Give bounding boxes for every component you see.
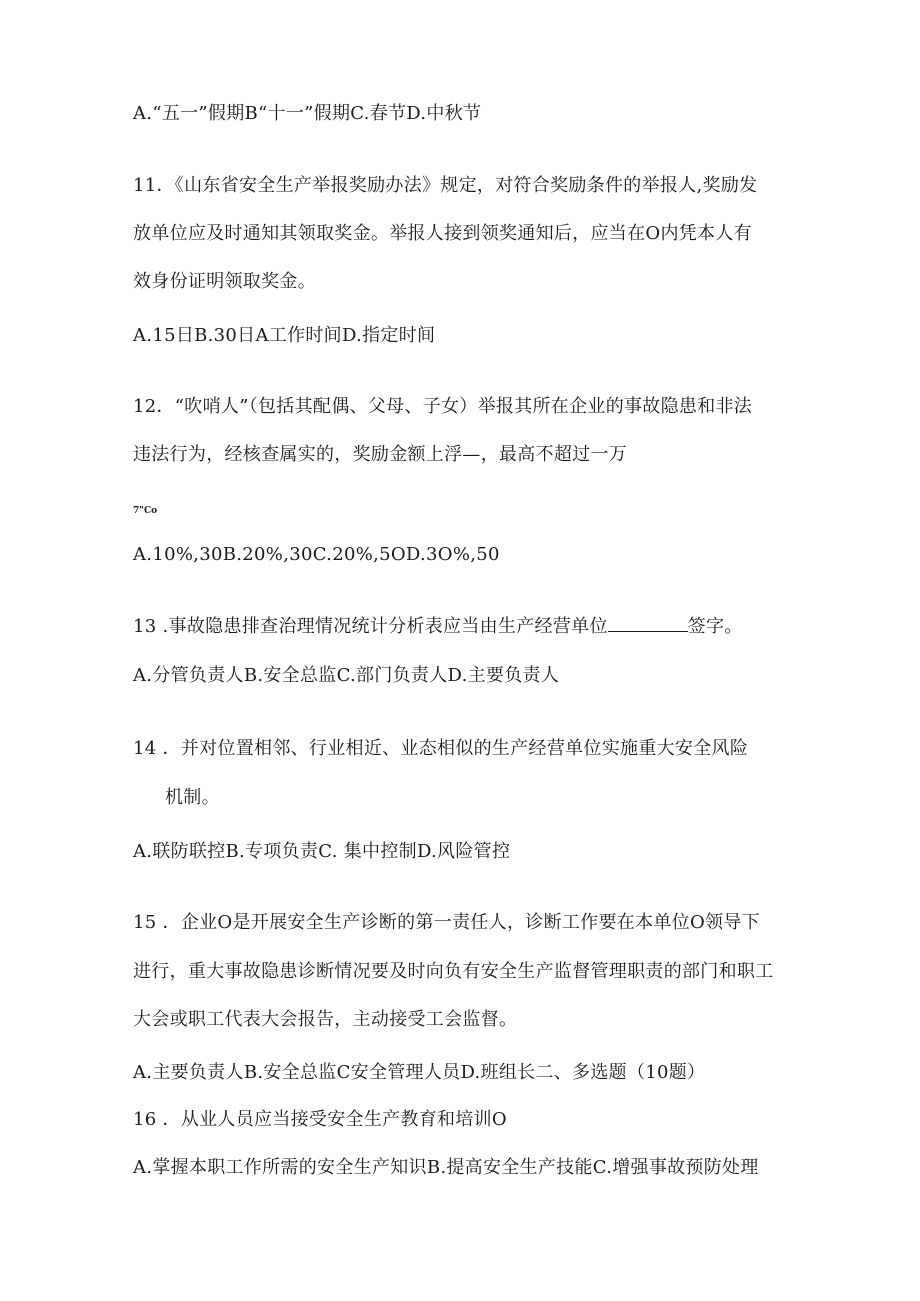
q11-line-2: 放单位应及时通知其领取奖金。举报人接到领奖通知后，应当在O内凭本人有 xyxy=(133,223,752,244)
q14-line-2: 机制。 xyxy=(165,787,220,808)
q13-line-1 xyxy=(133,615,743,639)
q13-text-after: 签字。 xyxy=(687,616,743,637)
q11-line-1: 11．《山东省安全生产举报奖励办法》规定，对符合奖励条件的举报人,奖励发 xyxy=(133,175,758,196)
q11-line-3: 效身份证明领取奖金。 xyxy=(133,271,316,292)
q15-line-1: 15 ．企业O是开展安全生产诊断的第一责任人，诊断工作要在本单位O领导下 xyxy=(133,912,760,933)
q12-options: A.10%,30B.20%,30C.20%,5OD.3O%,50 xyxy=(133,544,500,565)
q12-line-1: 12．“吹哨人”（包括其配偶、父母、子女）举报其所在企业的事故隐患和非法 xyxy=(133,396,753,417)
q11-options: A.15日B.30日A工作时间D.指定时间 xyxy=(133,325,436,346)
q12-line-3: 7"Co xyxy=(133,506,158,516)
q13-answer-blank xyxy=(608,617,688,632)
q15-line-3: 大会或职工代表大会报告，主动接受工会监督。 xyxy=(133,1009,518,1030)
q13-options: A.分管负责人B.安全总监C.部门负责人D.主要负责人 xyxy=(133,665,560,686)
q12-line-2: 违法行为，经核查属实的，奖励金额上浮—，最高不超过一万 xyxy=(133,444,628,465)
q14-options: A.联防联控B.专项负责C. 集中控制D.风险管控 xyxy=(133,841,511,862)
q13-text-before: 13 .事故隐患排查治理情况统计分析表应当由生产经营单位 xyxy=(133,616,608,637)
q16-line-1: 16 ．从业人员应当接受安全生产教育和培训O xyxy=(133,1109,507,1130)
q15-line-2: 进行，重大事故隐患诊断情况要及时向负有安全生产监督管理职责的部门和职工 xyxy=(133,961,774,982)
q15-options: A.主要负责人B.安全总监C安全管理人员D.班组长二、多选题（10题） xyxy=(133,1062,706,1083)
q14-line-1: 14 ．并对位置相邻、行业相近、业态相似的生产经营单位实施重大安全风险 xyxy=(133,738,749,759)
q10-options: A.“五一”假期B“十一”假期C.春节D.中秋节 xyxy=(133,103,482,124)
q16-options: A.掌握本职工作所需的安全生产知识B.提高安全生产技能C.增强事故预防处理 xyxy=(133,1157,759,1178)
